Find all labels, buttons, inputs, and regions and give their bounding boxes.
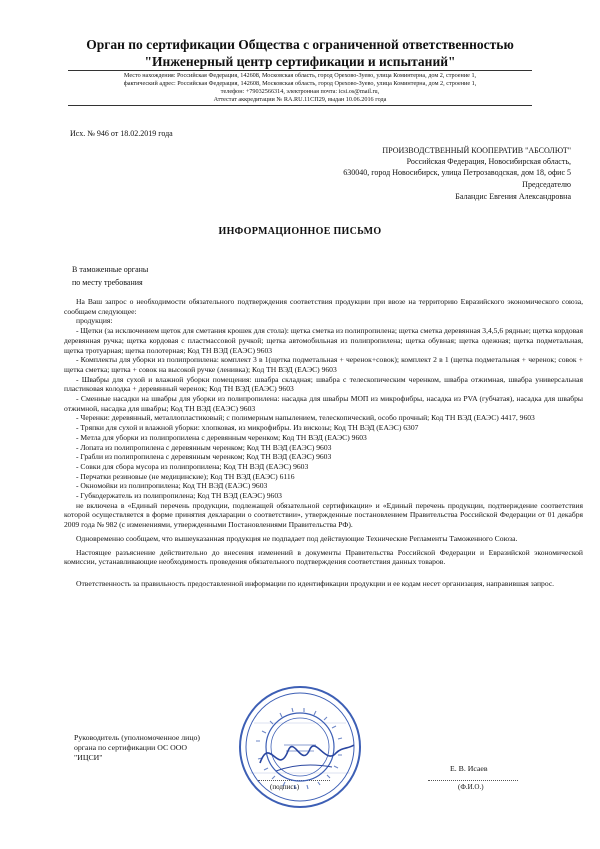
product-item: - Тряпки для сухой и влажной уборки: хлопковая, из микрофибры. Из вискозы; Код ТН ВЭД (ЕАЭС) 6307 [76,423,419,433]
body-paragraph: Одновременно сообщаем, что вышеуказанная продукция не подпадает под действующие Технические Регламенты Таможенного Союза. [76,533,518,543]
signatory-name: Е. В. Исаев [450,764,488,773]
addressee-region: Российская Федерация, Новосибирская область, [406,157,571,166]
product-item: - Грабли из полипропилена с деревянным черенком; Код ТН ВЭД (ЕАЭС) 9603 [76,452,332,462]
org-location: Место нахождения: Российская Федерация, 142608, Московская область, город Орехово-Зуево, улица Коминтерна, дом 2, строение 1, [123,72,477,79]
addressee-person: Баландис Евгения Александровна [455,192,571,201]
org-accreditation: Аттестат аккредитации № RA.RU.11СП29, выдан 10.06.2016 года [213,96,387,103]
product-item: - Комплекты для уборки из полипропилена: комплект 3 в 1(щетка подметальная + черенок+совок); комплект 2 в 1 (щетка подметальная + черенок; совок + щетка сметка; щетка + совок на высокой ручке (ленивка); Код ТН ВЭД (ЕАЭС) 9603 [64,355,583,374]
recipient-line2: по месту требования [72,278,143,287]
responsibility-paragraph: Ответственность за правильность предоставленной информации по идентификации продукции и ее кодам несет организация, направившая запрос. [76,578,555,588]
outgoing-reference: Исх. № 946 от 18.02.2019 года [70,129,173,138]
product-item: - Совки для сбора мусора из полипропилена; Код ТН ВЭД (ЕАЭС) 9603 [76,461,309,471]
product-item: - Губкодержатель из полипропилена; Код ТН ВЭД (ЕАЭС) 9603 [76,491,282,501]
signature-caption: (подпись) [270,783,300,791]
addressee-position: Председателю [522,180,571,189]
product-item: - Швабры для сухой и влажной уборки помещения: швабра складная; швабра с телескопическим черенком, швабра отжимная, швабра универсальная пластиковая колодка + деревянный черенок; Код ТН ВЭД (ЕАЭС) 9603 [64,374,583,394]
product-item: - Перчатки резиновые (не медицинские); Код ТН ВЭД (ЕАЭС) 6116 [76,471,295,481]
signatory-role-line3: "ИЦСИ" [74,753,103,762]
name-caption: (Ф.И.О.) [458,783,484,791]
product-item: - Метла для уборки из полипропилена с деревянным черенком; Код ТН ВЭД (ЕАЭС) 9603 [76,432,367,442]
addressee-street: 630040, город Новосибирск, улица Петрозаводская, дом 18, офис 5 [343,168,571,177]
letter-body [64,297,583,589]
recipient-line1: В таможенные органы [72,265,149,274]
official-stamp-seal [236,683,364,811]
product-item: - Окномойки из полипропилена; Код ТН ВЭД (ЕАЭС) 9603 [76,481,268,491]
org-actual-address: фактический адрес: Российская Федерация, 142608, Московская область, город Орехово-Зуево, улица Коминтерна, дом 2, строение 1, [123,80,477,87]
header-rule-bottom [68,105,532,106]
product-item: - Щетки (за исключением щеток для сметания крошек для стола): щетка сметка из полипропилена; щетка сметка деревянная 3,4,5,6 рядные; щетка кордовая деревянная ручка; щетка кордовая с пластмассовой ручкой; щетка автомобильная из полипропилена; щетка обувная; щетка одежная; щетка подметальная, щетка тротуарная; щетка полотерная; Код ТН ВЭД (ЕАЭС) 9603 [64,326,583,355]
signatory-role-line1: Руководитель (уполномоченное лицо) [74,733,200,742]
org-phone-email: телефон: +79032566314, электронная почта: icsi.os@mail.ru, [220,88,380,95]
addressee-company: ПРОИЗВОДСТВЕННЫЙ КООПЕРАТИВ "АБСОЛЮТ" [382,146,571,155]
signatory-role-line2: органа по сертификации ОС ООО [74,743,188,752]
org-name-line1: Орган по сертификации Общества с ограниченной ответственностью [86,37,514,52]
name-line [428,780,518,781]
product-item: - Сменные насадки на швабры для уборки из полипропилена: насадка для швабры МОП из микрофибры, насадка из PVA (губчатая), насадка для швабры отжимной, насадка для швабры; Код ТН ВЭД (ЕАЭС) 9603 [64,394,583,413]
body-paragraph: не включена в «Единый перечень продукции, подлежащей обязательной сертификации» и «Единый перечень продукции, подтверждение соответствия которой осуществляется в форме принятия декларации о соответствии», утвержденные постановлением Правительства Российской Федерации от 01 декабря 2009 года № 982 (с изменениями, утвержденными Постановлениями Правительства РФ). [64,500,583,530]
org-name-line2: "Инженерный центр сертификации и испытаний" [144,54,456,69]
product-item: - Черенки: деревянный, металлопластиковый; с полимерным напылением, телескопический, особо прочный; Код ТН ВЭД (ЕАЭС) 4417, 9603 [76,413,535,423]
product-item: - Лопата из полипропилена с деревянным черенком; Код ТН ВЭД (ЕАЭС) 9603 [76,442,332,452]
document-title: ИНФОРМАЦИОННОЕ ПИСЬМО [218,226,382,237]
body-paragraph: Настоящее разъяснение действительно до внесения изменений в документы Правительства Российской Федерации и Евразийской экономической комиссии, устанавливающие необходимость проведения обязательного подтверждения соответствия данных товаров. [64,547,583,567]
body-paragraph: продукция: [76,316,113,326]
body-paragraph: На Ваш запрос о необходимости обязательного подтверждения соответствия продукции при ввозе на территорию Евразийского экономического союза, сообщаем следующее: [64,297,583,316]
header-rule [68,70,532,71]
